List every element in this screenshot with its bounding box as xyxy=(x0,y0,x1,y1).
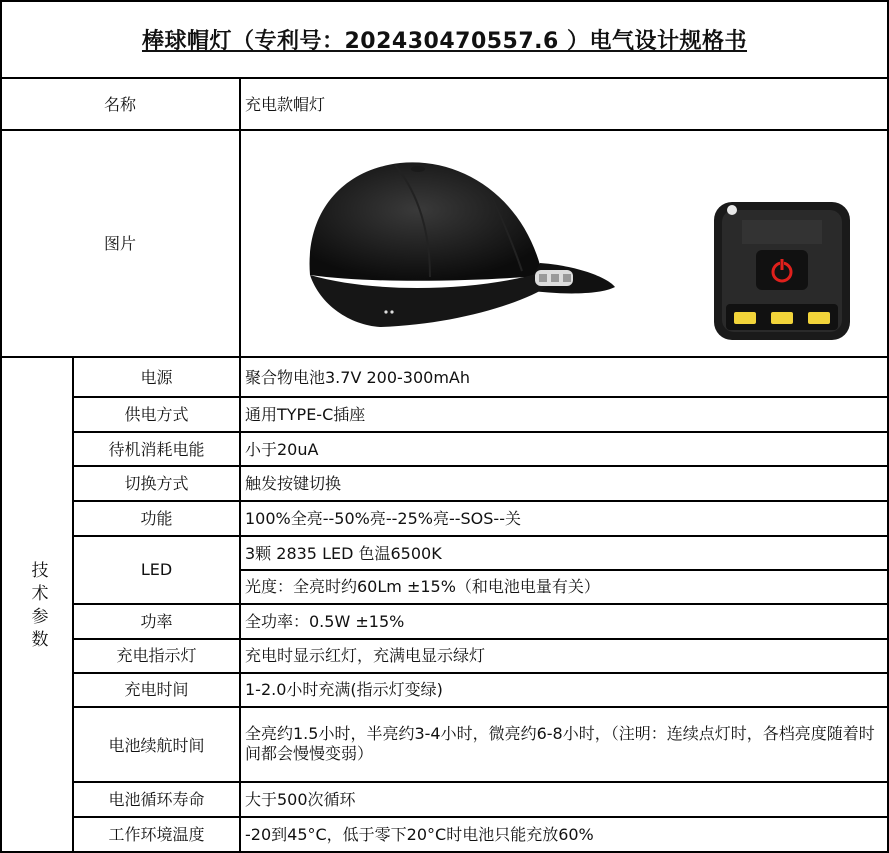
spec-label: 待机消耗电能 xyxy=(108,440,205,459)
cap-light-module-image xyxy=(712,200,852,342)
spec-value-secondary: 光度：全亮时约60Lm ±15%（和电池电量有关） xyxy=(245,577,600,596)
border-line xyxy=(73,706,889,708)
spec-label: 充电时间 xyxy=(124,680,189,699)
spec-label: 电池循环寿命 xyxy=(108,790,205,809)
name-label: 名称 xyxy=(103,95,136,114)
spec-label: 功能 xyxy=(140,509,173,528)
border-line xyxy=(73,431,889,433)
picture-label: 图片 xyxy=(103,234,136,253)
border-line xyxy=(0,0,889,2)
spec-value: -20到45°C，低于零下20°C时电池只能充放60% xyxy=(245,825,594,844)
border-line xyxy=(0,77,889,79)
spec-label: 电源 xyxy=(140,368,173,387)
spec-value: 1-2.0小时充满(指示灯变绿) xyxy=(245,680,443,699)
border-line xyxy=(0,129,889,131)
spec-label: LED xyxy=(140,560,173,579)
spec-label: 工作环境温度 xyxy=(108,825,205,844)
border-line xyxy=(73,816,889,818)
border-line xyxy=(240,569,889,571)
border-line xyxy=(73,535,889,537)
spec-label: 功率 xyxy=(140,612,173,631)
spec-label: 充电指示灯 xyxy=(116,646,197,665)
spec-value: 全亮约1.5小时，半亮约3-4小时，微亮约6-8小时，（注明：连续点灯时，各档亮度随着时间都会慢慢变弱） xyxy=(245,724,875,763)
border-line xyxy=(72,356,74,853)
border-line xyxy=(73,672,889,674)
spec-label: 供电方式 xyxy=(124,405,189,424)
spec-value: 3颗 2835 LED 色温6500K xyxy=(245,544,442,563)
spec-value: 小于20uA xyxy=(245,440,319,459)
border-line xyxy=(0,356,889,358)
spec-value: 聚合物电池3.7V 200-300mAh xyxy=(245,368,471,387)
document-title: 棒球帽灯（专利号：202430470557.6 ）电气设计规格书 xyxy=(141,28,748,54)
border-line xyxy=(73,638,889,640)
spec-value: 100%全亮--50%亮--25%亮--SOS--关 xyxy=(245,509,521,528)
border-line xyxy=(73,465,889,467)
spec-value: 充电时显示红灯，充满电显示绿灯 xyxy=(245,646,486,665)
spec-value: 触发按键切换 xyxy=(245,474,342,493)
section-label-tech-params: 技术参数 xyxy=(31,561,49,650)
border-line xyxy=(73,396,889,398)
baseball-cap-image xyxy=(300,155,620,335)
spec-value: 大于500次循环 xyxy=(245,790,356,809)
name-value: 充电款帽灯 xyxy=(245,95,326,114)
spec-value: 通用TYPE-C插座 xyxy=(245,405,366,424)
spec-label: 切换方式 xyxy=(124,474,189,493)
border-line xyxy=(73,603,889,605)
border-line xyxy=(73,781,889,783)
border-line xyxy=(0,0,2,853)
border-line xyxy=(73,500,889,502)
spec-label: 电池续航时间 xyxy=(108,736,205,755)
spec-value: 全功率：0.5W ±15% xyxy=(245,612,405,631)
